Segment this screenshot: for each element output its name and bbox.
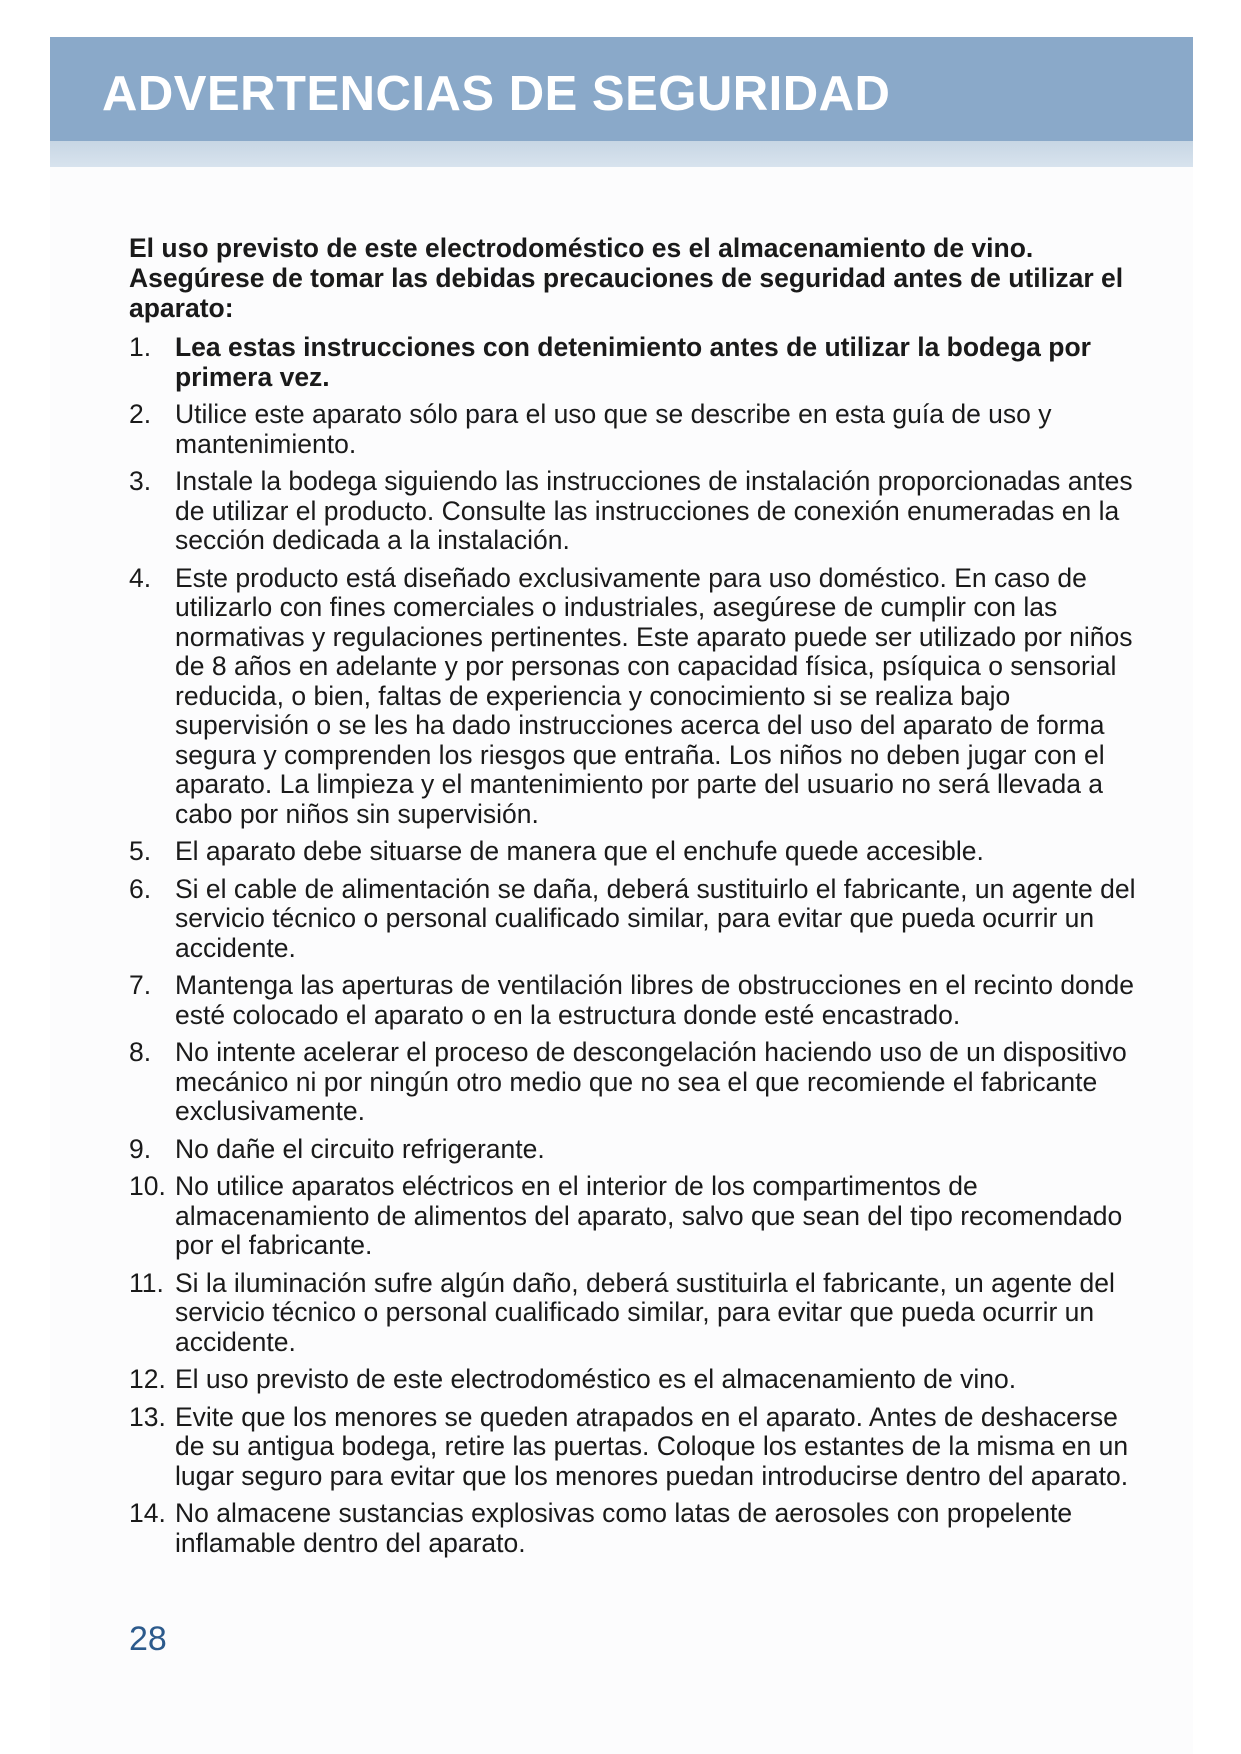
- header-accent-strip: [50, 141, 1193, 167]
- list-item: [129, 564, 1139, 830]
- item-number: 8.: [129, 1037, 152, 1067]
- item-text: No almacene sustancias explosivas como latas de aerosoles con propelente inflamable dentro del aparato.: [175, 1498, 1073, 1558]
- list-item: [129, 1135, 1139, 1165]
- list-item: [129, 1403, 1139, 1492]
- item-number: 7.: [129, 970, 152, 1000]
- list-item: [129, 467, 1139, 556]
- list-item: [129, 400, 1139, 459]
- item-number: 12.: [129, 1364, 166, 1394]
- item-text: Lea estas instrucciones con detenimiento antes de utilizar la bodega por primera vez.: [175, 332, 1091, 392]
- item-text: Si el cable de alimentación se daña, deberá sustituirlo el fabricante, un agente del servicio técnico o personal cualificado similar, para evitar que pueda ocurrir un accidente.: [175, 873, 1136, 963]
- item-text: Evite que los menores se queden atrapados en el aparato. Antes de deshacerse de su antigua bodega, retire las puertas. Coloque los estantes de la misma en un lugar seguro para evitar que los menores puedan introducirse dentro del aparato.: [175, 1401, 1129, 1491]
- page-number: 28: [129, 1620, 167, 1658]
- item-number: 3.: [129, 466, 152, 496]
- item-number: 2.: [129, 399, 152, 429]
- item-text: Este producto está diseñado exclusivamente para uso doméstico. En caso de utilizarlo con fines comerciales o industriales, asegúrese de cumplir con las normativas y regulaciones pertinentes. Este aparato puede ser utilizado por niños de 8 años en adelante y por personas con capacidad física, psíquica o sensorial reducida, o bien, faltas de experiencia y conocimiento si se realiza bajo supervisión o se les ha dado instrucciones acerca del uso del aparato de forma segura y comprenden los riesgos que entraña. Los niños no deben jugar con el aparato. La limpieza y el mantenimiento por parte del usuario no será llevada a cabo por niños sin supervisión.: [175, 562, 1133, 829]
- item-number: 10.: [129, 1171, 166, 1201]
- list-item: [129, 875, 1139, 964]
- item-text: No intente acelerar el proceso de descongelación haciendo uso de un dispositivo mecánico ni por ningún otro medio que no sea el que recomiende el fabricante exclusivamente.: [175, 1037, 1127, 1126]
- item-text: Utilice este aparato sólo para el uso que se describe en esta guía de uso y mantenimiento.: [175, 399, 1052, 459]
- item-number: 9.: [129, 1133, 152, 1164]
- list-item: [129, 1269, 1139, 1358]
- item-number: 1.: [129, 332, 152, 362]
- item-number: 4.: [129, 562, 152, 593]
- item-text: El uso previsto de este electrodoméstico es el almacenamiento de vino.: [175, 1364, 1017, 1394]
- list-item: [129, 971, 1139, 1030]
- item-text: No utilice aparatos eléctricos en el interior de los compartimentos de almacenamiento de alimentos del aparato, salvo que sean del tipo recomendado por el fabricante.: [175, 1171, 1123, 1260]
- item-number: 13.: [129, 1401, 166, 1432]
- item-text: Si la iluminación sufre algún daño, deberá sustituirla el fabricante, un agente del servicio técnico o personal cualificado similar, para evitar que pueda ocurrir un accidente.: [175, 1267, 1115, 1357]
- item-number: 6.: [129, 873, 152, 904]
- item-text: El aparato debe situarse de manera que el enchufe quede accesible.: [175, 836, 984, 866]
- item-number: 11.: [129, 1267, 164, 1298]
- list-item: [129, 837, 1139, 867]
- safety-content: [129, 233, 1139, 1566]
- safety-warnings-list: [129, 333, 1139, 1558]
- intro-paragraph: El uso previsto de este electrodoméstico es el almacenamiento de vino. Asegúrese de tomar las debidas precauciones de seguridad antes de utilizar el aparato:: [129, 233, 1124, 323]
- list-item: [129, 333, 1139, 392]
- item-number: 5.: [129, 836, 152, 866]
- page-title: ADVERTENCIAS DE SEGURIDAD: [102, 67, 891, 121]
- item-number: 14.: [129, 1498, 166, 1528]
- list-item: [129, 1499, 1139, 1558]
- list-item: [129, 1172, 1139, 1261]
- list-item: [129, 1365, 1139, 1395]
- list-item: [129, 1038, 1139, 1127]
- item-text: No dañe el circuito refrigerante.: [175, 1133, 545, 1164]
- item-text: Instale la bodega siguiendo las instrucciones de instalación proporcionadas antes de utilizar el producto. Consulte las instrucciones de conexión enumeradas en la sección dedicada a la instalación.: [175, 466, 1133, 555]
- item-text: Mantenga las aperturas de ventilación libres de obstrucciones en el recinto donde esté colocado el aparato o en la estructura donde esté encastrado.: [175, 970, 1135, 1030]
